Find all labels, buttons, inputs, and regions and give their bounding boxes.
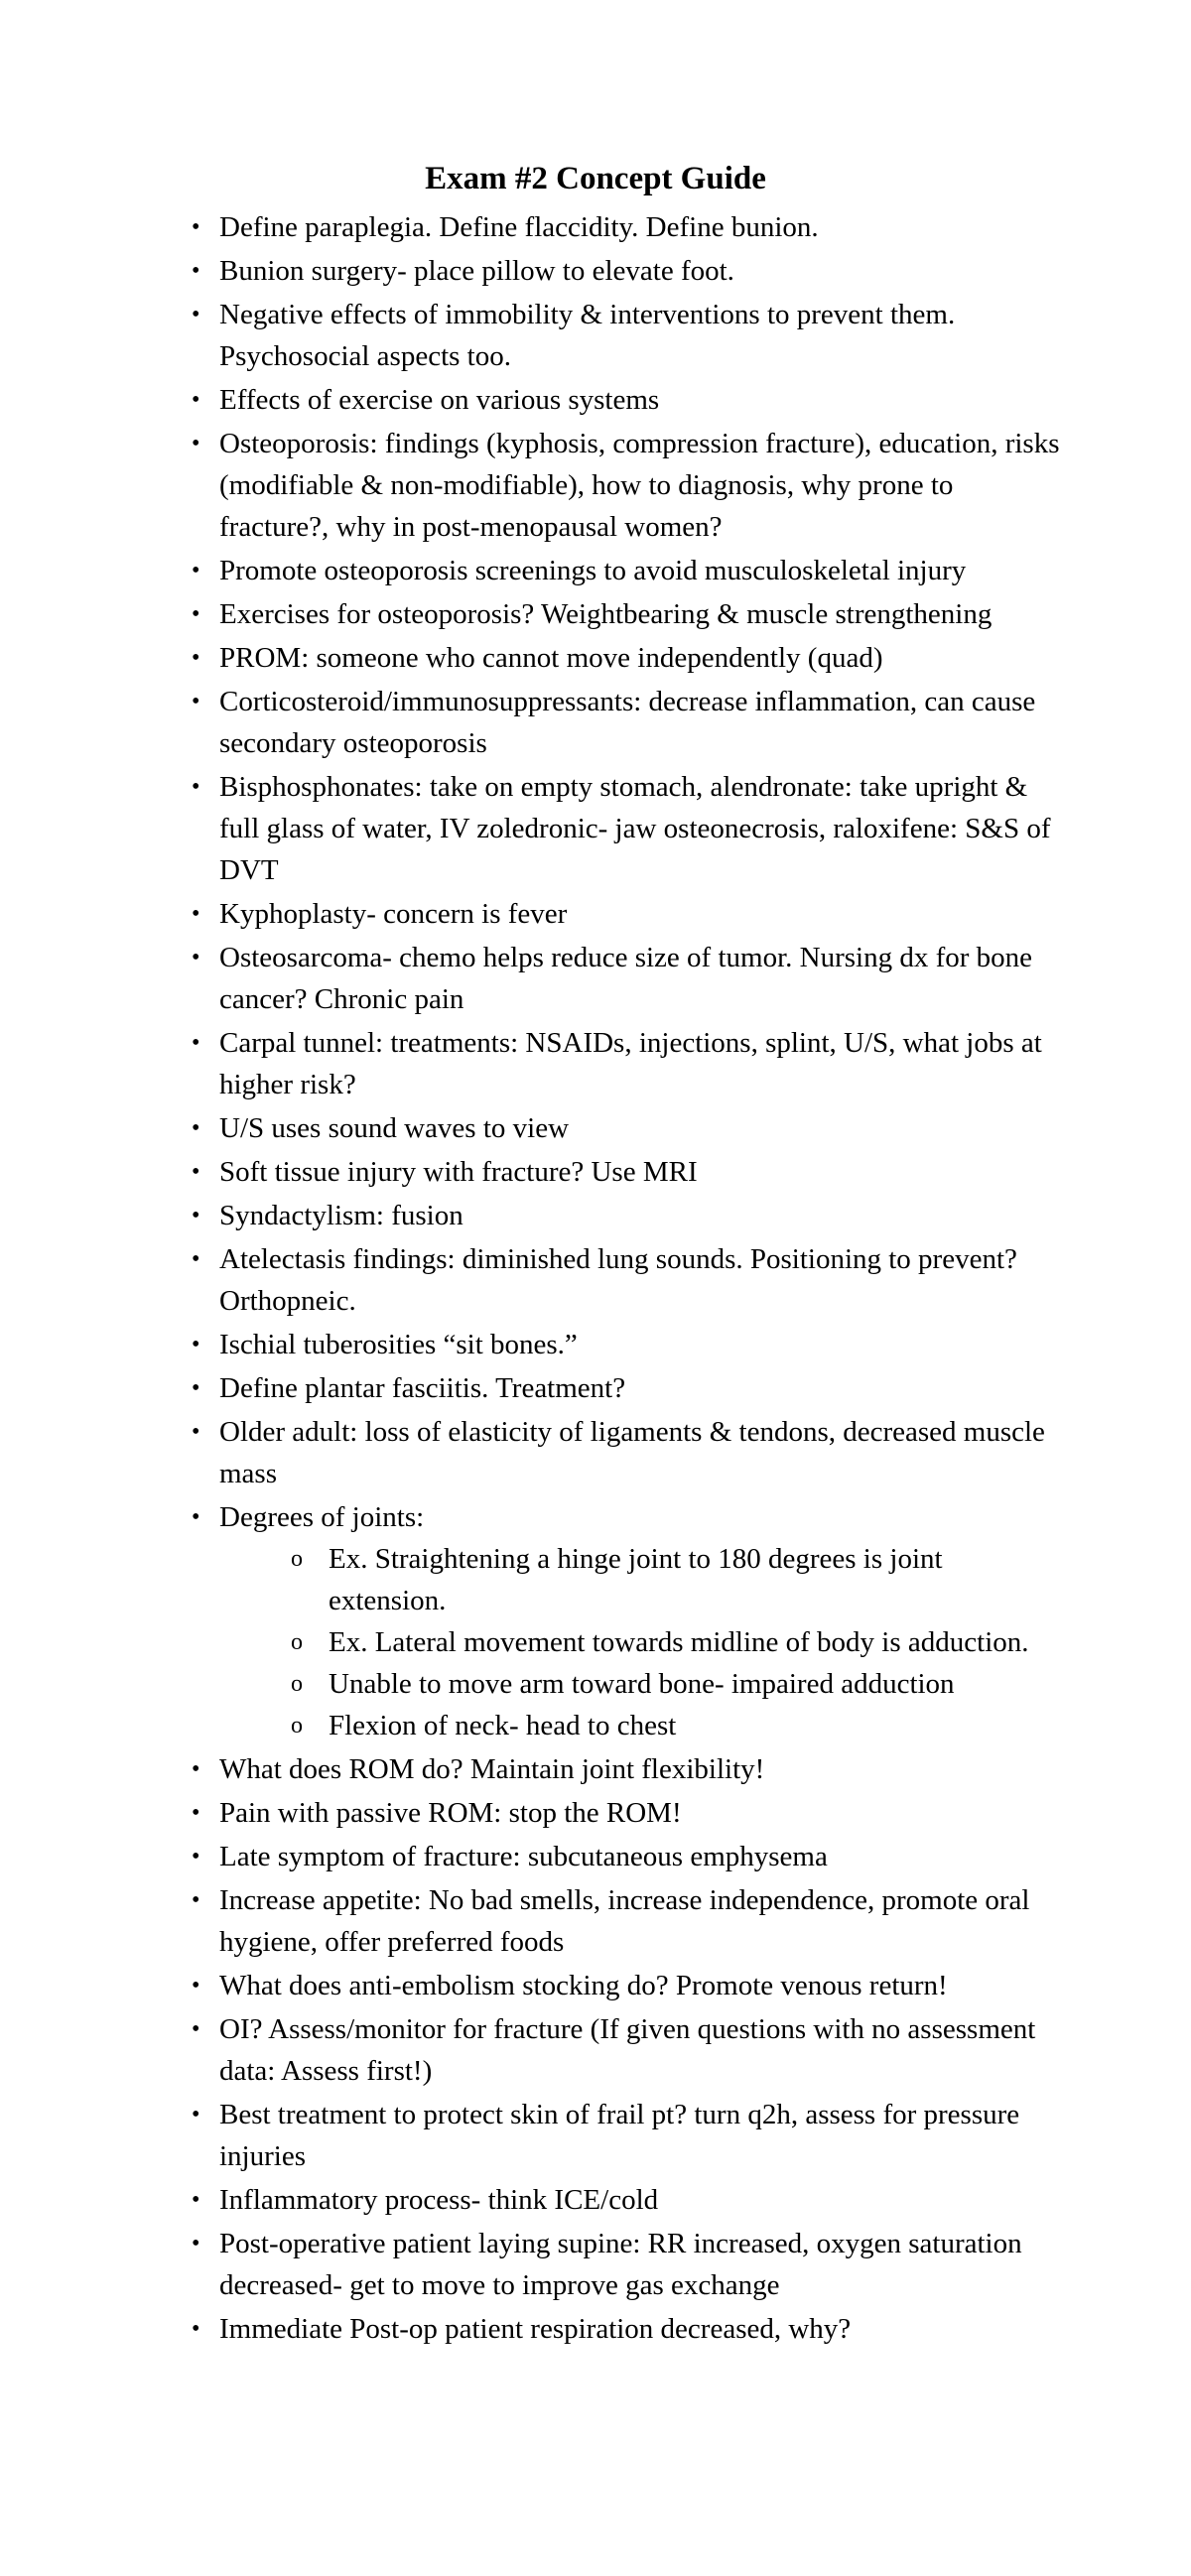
list-item <box>192 250 1065 292</box>
bullet-icon: • <box>192 645 200 671</box>
bullet-icon: • <box>192 558 200 583</box>
list-item <box>192 294 1065 377</box>
list-item <box>192 1836 1065 1877</box>
bullet-icon: • <box>192 1203 200 1228</box>
bullet-icon: • <box>192 2016 200 2042</box>
list-item-text: Late symptom of fracture: subcutaneous emphysema <box>219 1841 828 1872</box>
sub-list-item <box>219 1621 1065 1663</box>
list-item-text: Bunion surgery- place pillow to elevate foot. <box>219 255 734 287</box>
list-item <box>192 593 1065 635</box>
bullet-icon: • <box>192 1756 200 1782</box>
list-item <box>192 1879 1065 1963</box>
bullet-icon: • <box>192 214 200 240</box>
list-item <box>192 1022 1065 1105</box>
list-item <box>192 423 1065 548</box>
bullet-icon: • <box>192 945 200 970</box>
list-item <box>192 1107 1065 1149</box>
circle-bullet-icon: o <box>291 1671 303 1697</box>
list-item <box>192 893 1065 935</box>
bullet-icon: • <box>192 1419 200 1445</box>
list-item <box>192 1367 1065 1409</box>
bullet-icon: • <box>192 1844 200 1869</box>
sub-list-item-text: Unable to move arm toward bone- impaired adduction <box>329 1668 955 1700</box>
list-item-text: Carpal tunnel: treatments: NSAIDs, injections, splint, U/S, what jobs at higher risk? <box>219 1027 1042 1100</box>
list-item-text: Atelectasis findings: diminished lung sounds. Positioning to prevent? Orthopneic. <box>219 1243 1017 1317</box>
bullet-icon: • <box>192 601 200 627</box>
bullet-icon: • <box>192 1246 200 1272</box>
list-item <box>192 1324 1065 1365</box>
circle-bullet-icon: o <box>291 1713 303 1739</box>
list-item-text: Corticosteroid/immunosuppressants: decrease inflammation, can cause secondary osteoporosis <box>219 686 1036 759</box>
list-item <box>192 379 1065 421</box>
list-item-text: Inflammatory process- think ICE/cold <box>219 2184 659 2216</box>
list-item <box>192 1748 1065 1790</box>
list-item <box>192 206 1065 248</box>
sub-list-item-text: Ex. Straightening a hinge joint to 180 degrees is joint extension. <box>329 1543 943 1616</box>
bullet-icon: • <box>192 1504 200 1530</box>
list-item <box>192 637 1065 679</box>
list-item-text: Define plantar fasciitis. Treatment? <box>219 1372 626 1404</box>
bullet-icon: • <box>192 1030 200 1056</box>
list-item <box>192 1238 1065 1322</box>
list-item <box>192 1965 1065 2006</box>
circle-bullet-icon: o <box>291 1629 303 1655</box>
sub-list-item-text: Flexion of neck- head to chest <box>329 1710 677 1741</box>
list-item-text: Syndactylism: fusion <box>219 1200 463 1231</box>
list-item-text: U/S uses sound waves to view <box>219 1112 570 1144</box>
list-item-text: What does ROM do? Maintain joint flexibility! <box>219 1753 765 1785</box>
sub-list-item <box>219 1538 1065 1621</box>
bullet-icon: • <box>192 2187 200 2213</box>
list-item-text: OI? Assess/monitor for fracture (If given questions with no assessment data: Assess first!) <box>219 2013 1036 2087</box>
bullet-icon: • <box>192 1159 200 1185</box>
list-item <box>192 550 1065 591</box>
list-item <box>192 2094 1065 2177</box>
list-item <box>192 1496 1065 1746</box>
list-item-text: Best treatment to protect skin of frail pt? turn q2h, assess for pressure injuries <box>219 2099 1020 2172</box>
list-item-text: Older adult: loss of elasticity of ligaments & tendons, decreased muscle mass <box>219 1416 1045 1489</box>
list-item-text: Effects of exercise on various systems <box>219 384 660 416</box>
list-item <box>192 766 1065 891</box>
list-item <box>192 2223 1065 2306</box>
bullet-icon: • <box>192 2231 200 2256</box>
list-item-text: What does anti-embolism stocking do? Promote venous return! <box>219 1970 948 2001</box>
bullet-icon: • <box>192 901 200 927</box>
list-item-text: Pain with passive ROM: stop the ROM! <box>219 1797 682 1829</box>
bullet-icon: • <box>192 1973 200 1998</box>
list-item <box>192 937 1065 1020</box>
list-item <box>192 1411 1065 1494</box>
degrees-sublist <box>219 1538 1065 1746</box>
list-item <box>192 1151 1065 1193</box>
bullet-icon: • <box>192 774 200 800</box>
bullet-icon: • <box>192 387 200 413</box>
list-item-text: Bisphosphonates: take on empty stomach, alendronate: take upright & full glass of water, IV zoledronic- jaw osteonecrosis, raloxifene: S&S of DVT <box>219 771 1051 886</box>
list-item-text: Degrees of joints: <box>219 1501 425 1533</box>
list-item <box>192 2008 1065 2092</box>
list-item-text: Osteoporosis: findings (kyphosis, compression fracture), education, risks (modifiable & non-modifiable), how to diagnosis, why prone to fracture?, why in post-menopausal women? <box>219 428 1060 543</box>
sub-list-item <box>219 1705 1065 1746</box>
list-item-text: Osteosarcoma- chemo helps reduce size of tumor. Nursing dx for bone cancer? Chronic pain <box>219 942 1033 1015</box>
list-item <box>192 2179 1065 2221</box>
bullet-icon: • <box>192 1887 200 1913</box>
list-item-text: Negative effects of immobility & interventions to prevent them. Psychosocial aspects too. <box>219 299 956 372</box>
bullet-icon: • <box>192 1375 200 1401</box>
list-item-text: Define paraplegia. Define flaccidity. Define bunion. <box>219 211 819 243</box>
bullet-icon: • <box>192 2102 200 2127</box>
concept-list <box>192 206 1065 2352</box>
bullet-icon: • <box>192 1800 200 1826</box>
list-item-text: Ischial tuberosities “sit bones.” <box>219 1329 578 1360</box>
list-item <box>192 1195 1065 1236</box>
list-item-text: Immediate Post-op patient respiration decreased, why? <box>219 2313 852 2345</box>
bullet-icon: • <box>192 1332 200 1357</box>
list-item <box>192 1792 1065 1834</box>
list-item-text: Exercises for osteoporosis? Weightbearing & muscle strengthening <box>219 598 992 630</box>
list-item-text: Soft tissue injury with fracture? Use MRI <box>219 1156 698 1188</box>
bullet-icon: • <box>192 302 200 327</box>
bullet-icon: • <box>192 689 200 714</box>
bullet-icon: • <box>192 258 200 284</box>
list-item-text: Post-operative patient laying supine: RR increased, oxygen saturation decreased- get to move to improve gas exchange <box>219 2228 1022 2301</box>
list-item <box>192 681 1065 764</box>
circle-bullet-icon: o <box>291 1546 303 1572</box>
list-item-text: Kyphoplasty- concern is fever <box>219 898 568 930</box>
sub-list-item <box>219 1663 1065 1705</box>
bullet-icon: • <box>192 1115 200 1141</box>
list-item <box>192 2308 1065 2350</box>
list-item-text: Increase appetite: No bad smells, increase independence, promote oral hygiene, offer preferred foods <box>219 1884 1030 1958</box>
list-item-text: PROM: someone who cannot move independently (quad) <box>219 642 883 674</box>
document-title: Exam #2 Concept Guide <box>425 161 766 196</box>
list-item-text: Promote osteoporosis screenings to avoid musculoskeletal injury <box>219 555 967 586</box>
sub-list-item-text: Ex. Lateral movement towards midline of body is adduction. <box>329 1626 1029 1658</box>
bullet-icon: • <box>192 2316 200 2342</box>
bullet-icon: • <box>192 431 200 456</box>
